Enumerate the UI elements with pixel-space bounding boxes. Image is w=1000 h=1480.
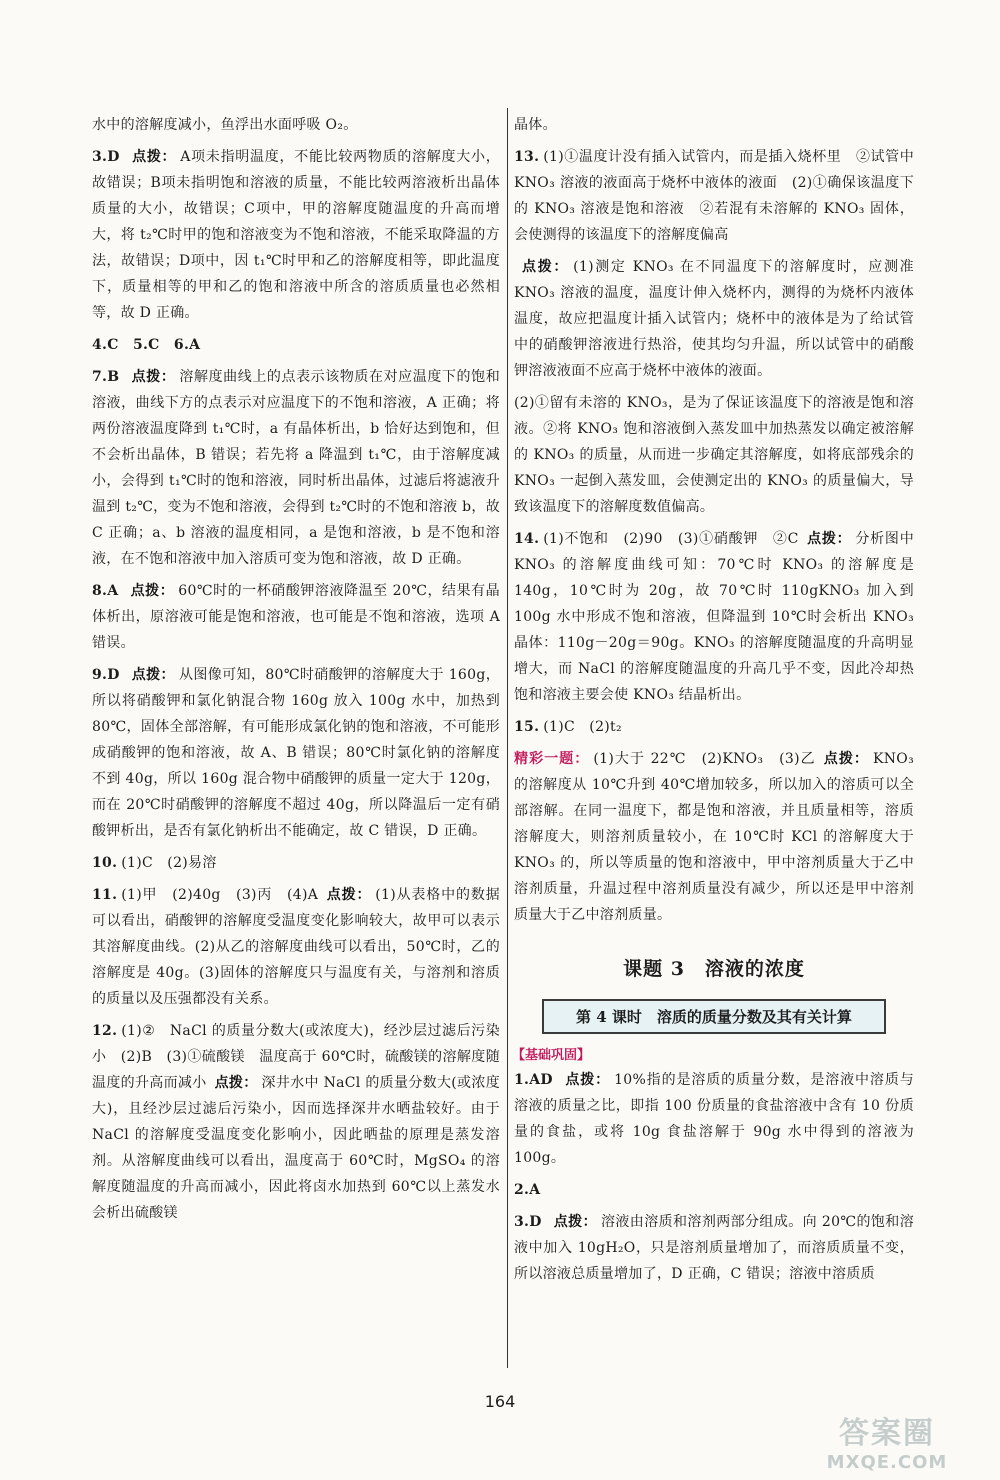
answer-item: 8.A 点拨： 60℃时的一杯硝酸钾溶液降温至 20℃，结果有晶体析出，原溶液可能是饱和溶液，也可能是不饱和溶液，选项 A 错误。 bbox=[92, 583, 500, 651]
answer-item: 4.C 5.C 6.A bbox=[92, 337, 201, 353]
watermark-logo bbox=[802, 1408, 972, 1472]
answer-item: 水中的溶解度减小，鱼浮出水面呼吸 O₂。 bbox=[92, 117, 358, 133]
watermark-url: MXQE.COM bbox=[826, 1451, 948, 1473]
answer-item: 15. (1)C (2)t₂ bbox=[514, 719, 622, 735]
answer-item: 点拨： (1)测定 KNO₃ 在不同温度下的溶解度时，应测准 KNO₃ 溶液的温度，温度计伸入烧杯内，测得的为烧杯内液体温度，故应把温度计插入试管内；烧杯中的液体是为了给试管中的硝酸钾溶液进行热浴，使其均匀升温，所以试管中的硝酸钾溶液液面不应高于烧杯中液体的液面。 bbox=[514, 259, 914, 379]
section-title: 课题 3 溶液的浓度 bbox=[623, 958, 805, 980]
answer-item: 2.A bbox=[514, 1182, 541, 1198]
answer-item: 9.D 点拨： 从图像可知，80℃时硝酸钾的溶解度大于 160g，所以将硝酸钾和氯化钠混合物 160g 放入 100g 水中，加热到 80℃，固体全部溶解，有可能形成氯化钠的饱和溶液，不可能形成硝酸钾的饱和溶液，故 A、B 错误；80℃时氯化钠的溶解度不到 40g，所以 160g 混合物中硝酸钾的质量一定大于 120g，而在 20℃时硝酸钾的溶解度不超过 40g，所以降温后一定有硝酸钾析出，是否有氯化钠析出不能确定，故 C 错误，D 正确。 bbox=[92, 667, 501, 839]
answer-item: 12. (1)② NaCl 的质量分数大(或浓度大)，经沙层过滤后污染小 (2)B (3)①硫酸镁 温度高于 60℃时，硫酸镁的溶解度随温度的升高而减小 点拨： 深井水中 NaCl 的质量分数大(或浓度大)，且经沙层过滤后污染小，因而选择深井水晒盐较好。由于 NaCl 的溶解度受温度变化影响小，因此晒盐的原理是蒸发溶剂。从溶解度曲线可以看出，温度高于 60℃时，MgSO₄ 的溶解度随温度的升高而减小，因此将卤水加热到 60℃以上蒸发水会析出硫酸镁 bbox=[92, 1023, 501, 1221]
answer-item: 14. (1)不饱和 (2)90 (3)①硝酸钾 ②C 点拨： 分析图中 KNO₃ 的溶解度曲线可知：70℃时 KNO₃ 的溶解度是 140g，10℃时为 20g，故 70℃时 110gKNO₃ 加入到 100g 水中形成不饱和溶液，但降温到 10℃时会析出 KNO₃ 晶体：110g－20g＝90g。KNO₃ 的溶解度随温度的升高明显增大，而 NaCl 的溶解度随温度的升高几乎不变，因此冷却热饱和溶液主要会使 KNO₃ 结晶析出。 bbox=[514, 531, 914, 703]
watermark-text: 答案圈 bbox=[839, 1415, 935, 1451]
left-column bbox=[92, 112, 500, 1232]
lesson-title: 第 4 课时 溶质的质量分数及其有关计算 bbox=[542, 999, 886, 1034]
answer-item: 精彩一题： (1)大于 22℃ (2)KNO₃ (3)乙 点拨： KNO₃ 的溶解度从 10℃升到 40℃增加较多，所以加入的溶质可以全部溶解。在同一温度下，都是饱和溶液，并且质量相等，溶质溶解度大，则溶剂质量较小，在 10℃时 KCl 的溶解度大于 KNO₃ 的，所以等质量的饱和溶液中，甲中溶剂质量大于乙中溶剂质量，升温过程中溶剂质量没有减少，所以还是甲中溶剂质量大于乙中溶剂质量。 bbox=[514, 751, 914, 923]
answer-item: 3.D 点拨： 溶液由溶质和溶剂两部分组成。向 20℃的饱和溶液中加入 10gH₂O，只是溶剂质量增加了，而溶质质量不变，所以溶液总质量增加了，D 正确，C 错误；溶液中溶质质 bbox=[514, 1214, 915, 1282]
column-divider bbox=[507, 108, 508, 1368]
answer-item: (2)①留有未溶的 KNO₃，是为了保证该温度下的溶液是饱和溶液。②将 KNO₃ 饱和溶液倒入蒸发皿中加热蒸发以确定被溶解的 KNO₃ 的质量，从而进一步确定其溶解度，如将底部残余的 KNO₃ 一起倒入蒸发皿，会使测定出的 KNO₃ 的质量偏大，导致该温度下的溶解度数值偏高。 bbox=[514, 395, 914, 515]
basic-consolidation-label: 【基础巩固】 bbox=[512, 1048, 591, 1063]
answer-item: 10. (1)C (2)易溶 bbox=[92, 855, 217, 871]
answer-item: 1.AD 点拨： 10%指的是溶质的质量分数，是溶液中溶质与溶液的质量之比，即指 100 份质量的食盐溶液中含有 10 份质量的食盐，或将 10g 食盐溶解于 90g 水中得到的溶液为 100g。 bbox=[514, 1072, 915, 1166]
page-number: 164 bbox=[484, 1392, 516, 1411]
answer-item: 晶体。 bbox=[514, 117, 557, 133]
answer-item: 11. (1)甲 (2)40g (3)丙 (4)A 点拨： (1)从表格中的数据可以看出，硝酸钾的溶解度受温度变化影响较大，故甲可以表示其溶解度曲线。(2)从乙的溶解度曲线可以看出，50℃时，乙的溶解度是 40g。(3)固体的溶解度只与温度有关，与溶剂和溶质的质量以及压强都没有关系。 bbox=[92, 887, 500, 1007]
answer-item: 3.D 点拨： A项未指明温度，不能比较两物质的溶解度大小，故错误；B项未指明饱和溶液的质量，不能比较两溶液析出晶体质量的大小，故错误；C项中，甲的溶解度随温度的升高而增大，将 t₂℃时甲的饱和溶液变为不饱和溶液，不能采取降温的方法，故错误；D项中，因 t₁℃时甲和乙的溶解度相等，即此温度下，质量相等的甲和乙的饱和溶液中所含的溶质质量也必然相等，故 D 正确。 bbox=[92, 149, 500, 321]
answer-item: 13. (1)①温度计没有插入试管内，而是插入烧杯里 ②试管中 KNO₃ 溶液的液面高于烧杯中液体的液面 (2)①确保该温度下的 KNO₃ 溶液是饱和溶液 ②若混有未溶解的 KNO₃ 固体，会使测得的该温度下的溶解度偏高 bbox=[514, 149, 914, 243]
answer-item: 7.B 点拨： 溶解度曲线上的点表示该物质在对应温度下的饱和溶液，曲线下方的点表示对应温度下的不饱和溶液，A 正确；将两份溶液温度降到 t₁℃时，a 有晶体析出，b 恰好达到饱和，但不会析出晶体，B 错误；若先将 a 降温到 t₁℃，由于溶解度减小，会得到 t₁℃时的饱和溶液，同时析出晶体，过滤后将滤液升温到 t₂℃，变为不饱和溶液，会得到 t₂℃时的不饱和溶液 b，故 C 正确；a、b 溶液的温度相同，a 是饱和溶液，b 是不饱和溶液，在不饱和溶液中加入溶质可变为饱和溶液，故 D 正确。 bbox=[92, 369, 501, 567]
right-column bbox=[514, 112, 914, 1293]
